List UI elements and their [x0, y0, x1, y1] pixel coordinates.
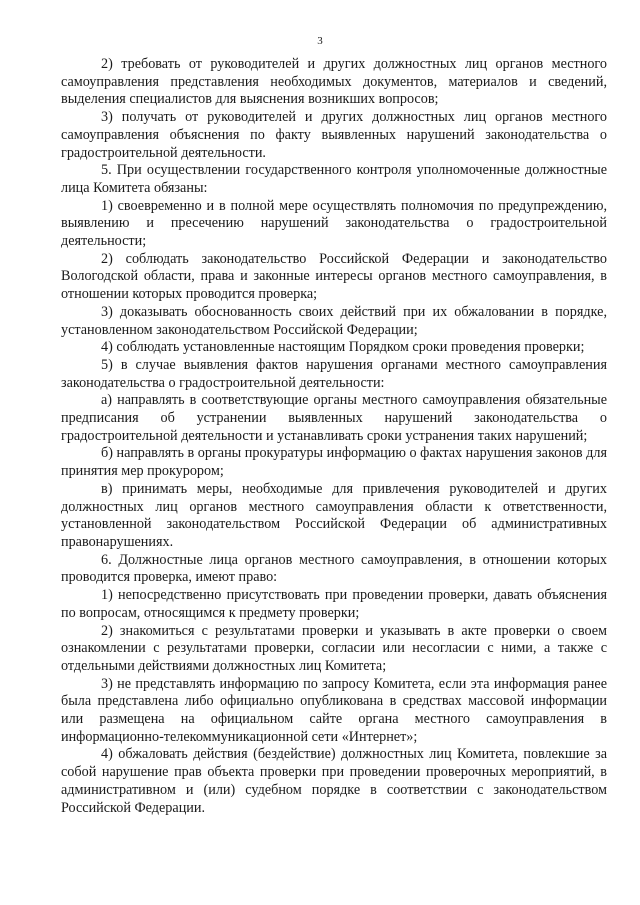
paragraph-section-5-heading: 5. При осуществлении государственного контроля уполномоченные должностные лица Комитета обязаны: [61, 162, 607, 196]
paragraph-right-4: 4) обжаловать действия (бездействие) должностных лиц Комитета, повлекшие за собой нарушение прав объекта проверки при проведении проверочных мероприятий, в административном и (или) судебном порядке в соответствии с законодательством Российской Федерации. [61, 746, 607, 816]
paragraph-duty-1: 1) своевременно и в полной мере осуществлять полномочия по предупреждению, выявлению и пресечению нарушений законодательства о градостроительной деятельности; [61, 197, 607, 250]
paragraph-duty-4: 4) соблюдать установленные настоящим Порядком сроки проведения проверки; [101, 339, 585, 356]
paragraph-duty-5a: а) направлять в соответствующие органы местного самоуправления обязательные предписания об устранении выявленных нарушений законодательства о градостроительной деятельности и устанавливать сроки устранения таких нарушений; [61, 392, 607, 444]
paragraph-duty-5b: б) направлять в органы прокуратуры информацию о фактах нарушения законов для принятия мер прокурором; [61, 445, 607, 480]
paragraph-request-documents: 2) требовать от руководителей и других должностных лиц органов местного самоуправления представления необходимых документов, материалов и сведений, выделения специалистов для выяснения возникших вопросов; [61, 56, 607, 108]
document-body [61, 56, 607, 817]
paragraph-obtain-explanations: 3) получать от руководителей и других должностных лиц органов местного самоуправления объяснения по факту выявленных нарушений законодательства о градостроительной деятельности. [61, 109, 607, 161]
paragraph-duty-2: 2) соблюдать законодательство Российской Федерации и законодательство Вологодской области, права и законные интересы органов местного самоуправления, в отношении которых проводится проверка; [61, 250, 607, 303]
paragraph-duty-5: 5) в случае выявления фактов нарушения органами местного самоуправления законодательства о градостроительной деятельности: [61, 356, 607, 391]
page-number: 3 [317, 35, 323, 47]
paragraph-right-1: 1) непосредственно присутствовать при проведении проверки, давать объяснения по вопросам, относящимся к предмету проверки; [61, 587, 607, 621]
paragraph-duty-5v: в) принимать меры, необходимые для привлечения руководителей и других должностных лиц органов местного самоуправления области к ответственности, установленной законодательством Российской Федерации об административных правонарушениях. [61, 480, 607, 550]
paragraph-right-2: 2) знакомиться с результатами проверки и указывать в акте проверки о своем ознакомлении с результатами проверки, согласии или несогласии с ними, а также с отдельными действиями должностных лиц Комитета; [61, 622, 607, 674]
paragraph-duty-3: 3) доказывать обоснованность своих действий при их обжаловании в порядке, установленном законодательством Российской Федерации; [61, 303, 607, 338]
paragraph-section-6-heading: 6. Должностные лица органов местного самоуправления, в отношении которых проводится проверка, имеют право: [61, 551, 607, 586]
paragraph-right-3: 3) не представлять информацию по запросу Комитета, если эта информация ранее была представлена либо официально опубликована в средствах массовой информации или размещена на официальном сайте органа местного самоуправления в информационно-телекоммуникационной сети «Интернет»; [61, 675, 607, 745]
